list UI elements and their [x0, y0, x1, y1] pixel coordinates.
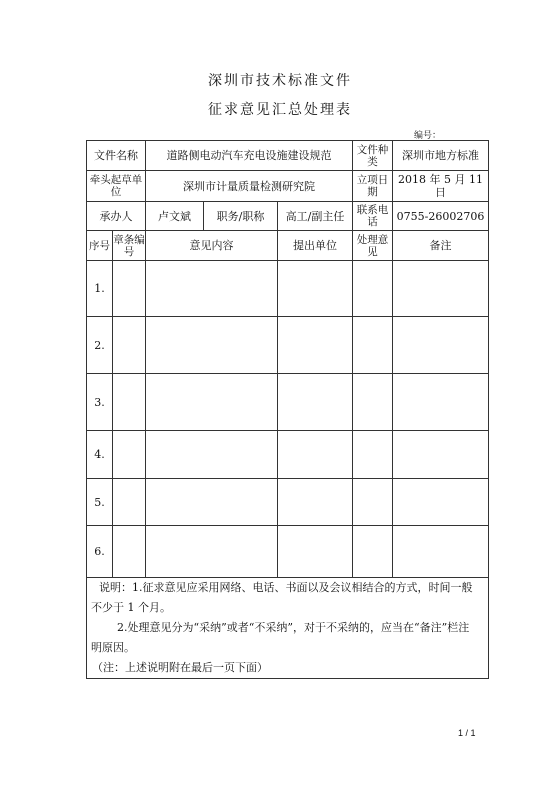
- row-clause-cell: [113, 261, 146, 317]
- note-line-2: 2.处理意见分为“采纳”或者“不采纳”，对于不采纳的，应当在“备注”栏注: [117, 621, 470, 634]
- row-unit-cell: [278, 261, 353, 317]
- col-remark: 备注: [393, 231, 489, 261]
- info-row-unit: [87, 171, 489, 202]
- table-row: [87, 479, 489, 526]
- row-unit-cell: [278, 317, 353, 374]
- column-header-row: [87, 231, 489, 261]
- row-content-cell: [146, 479, 278, 526]
- row-unit-cell: [278, 431, 353, 479]
- phone-label: 联系电话: [353, 202, 393, 231]
- row-remark-cell: [393, 526, 489, 578]
- row-handling-cell: [353, 261, 393, 317]
- row-content-cell: [146, 374, 278, 431]
- table-row: [87, 374, 489, 431]
- lead-unit-value: 深圳市计量质量检测研究院: [146, 171, 353, 202]
- table-row: [87, 431, 489, 479]
- file-name-label: 文件名称: [87, 141, 146, 171]
- table-row: [87, 526, 489, 578]
- notes-row: [87, 578, 489, 679]
- col-clause: 章条编号: [113, 231, 146, 261]
- row-handling-cell: [353, 526, 393, 578]
- row-number: 3.: [87, 374, 113, 431]
- document-subtitle: 征求意见汇总处理表: [208, 102, 352, 118]
- row-unit-cell: [278, 374, 353, 431]
- info-row-handler: [87, 202, 489, 231]
- approval-date-value: 2018 年 5 月 11 日: [393, 171, 489, 202]
- file-type-label: 文件种类: [353, 141, 393, 171]
- row-clause-cell: [113, 431, 146, 479]
- page-number: 1 / 1: [458, 728, 476, 738]
- row-unit-cell: [278, 526, 353, 578]
- row-remark-cell: [393, 317, 489, 374]
- note-line-1-continued: 不少于 1 个月。: [91, 601, 171, 614]
- row-number: 2.: [87, 317, 113, 374]
- handler-label: 承办人: [87, 202, 146, 231]
- row-remark-cell: [393, 261, 489, 317]
- row-content-cell: [146, 526, 278, 578]
- col-handling: 处理意见: [353, 231, 393, 261]
- col-seq: 序号: [87, 231, 113, 261]
- col-content: 意见内容: [146, 231, 278, 261]
- row-remark-cell: [393, 431, 489, 479]
- row-handling-cell: [353, 431, 393, 479]
- position-label: 职务/职称: [204, 202, 278, 231]
- document-title: 深圳市技术标准文件: [208, 73, 352, 89]
- lead-unit-label: 牵头起草单位: [87, 171, 146, 202]
- row-number: 1.: [87, 261, 113, 317]
- notes-cell: [87, 578, 489, 679]
- row-remark-cell: [393, 374, 489, 431]
- table-row: [87, 317, 489, 374]
- row-content-cell: [146, 261, 278, 317]
- row-number: 5.: [87, 479, 113, 526]
- row-clause-cell: [113, 526, 146, 578]
- row-remark-cell: [393, 479, 489, 526]
- row-unit-cell: [278, 479, 353, 526]
- row-handling-cell: [353, 374, 393, 431]
- file-name-value: 道路侧电动汽车充电设施建设规范: [146, 141, 353, 171]
- row-handling-cell: [353, 479, 393, 526]
- row-content-cell: [146, 317, 278, 374]
- row-clause-cell: [113, 479, 146, 526]
- row-clause-cell: [113, 374, 146, 431]
- note-line-2-continued: 明原因。: [91, 641, 135, 654]
- info-row-file: [87, 141, 489, 171]
- note-line-1: 说明：1.征求意见应采用网络、电话、书面以及会议相结合的方式，时间一般: [99, 581, 473, 594]
- row-clause-cell: [113, 317, 146, 374]
- handler-value: 卢文斌: [146, 202, 204, 231]
- note-line-3: （注：上述说明附在最后一页下面）: [92, 661, 268, 674]
- row-content-cell: [146, 431, 278, 479]
- file-type-value: 深圳市地方标准: [393, 141, 489, 171]
- table-row: [87, 261, 489, 317]
- row-handling-cell: [353, 317, 393, 374]
- row-number: 4.: [87, 431, 113, 479]
- position-value: 高工/副主任: [278, 202, 353, 231]
- row-number: 6.: [87, 526, 113, 578]
- approval-date-label: 立项日期: [353, 171, 393, 202]
- phone-value: 0755-26002706: [393, 202, 489, 231]
- doc-number-label: 编号：: [414, 131, 442, 141]
- col-unit: 提出单位: [278, 231, 353, 261]
- feedback-summary-table: [86, 140, 489, 679]
